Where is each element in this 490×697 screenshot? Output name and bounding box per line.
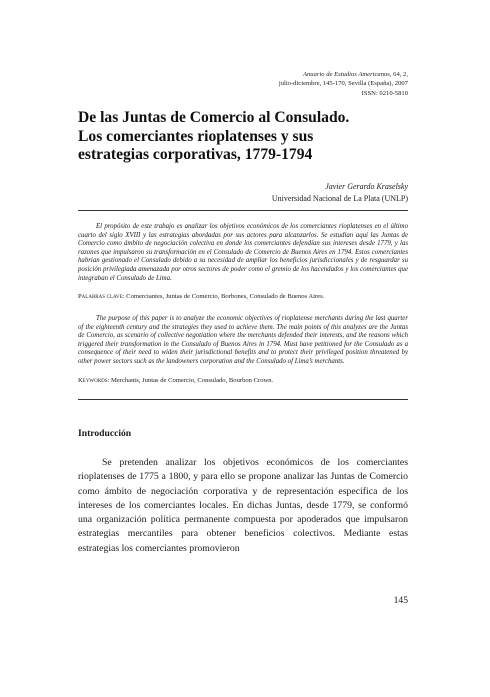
keywords-english-values: Merchants, Juntas de Comercio, Consulado, Bourbon Crown. — [110, 377, 274, 384]
keywords-english — [78, 377, 408, 386]
article-title-line-3: estrategias corporativas, 1779-1794 — [78, 146, 313, 164]
section-heading: Introducción — [78, 428, 132, 439]
top-divider — [78, 210, 408, 211]
keywords-english-label: Keywords — [78, 377, 108, 384]
journal-volume: , 64, 2, — [389, 71, 408, 78]
abstract-english — [78, 315, 408, 367]
article-title-line-2: Los comerciantes rioplatenses y sus — [78, 127, 314, 145]
bottom-divider — [78, 399, 408, 400]
article-title — [78, 109, 418, 165]
keywords-spanish-colon: : — [122, 293, 127, 300]
keywords-spanish-values: Comerciantes, Juntas de Comercio, Borbones, Consulado de Buenos Aires. — [126, 293, 325, 300]
author-affiliation: Universidad Nacional de La Plata (UNLP) — [271, 194, 408, 203]
journal-citation-line — [279, 70, 408, 79]
journal-dates: julio-diciembre, 145-170, Sevilla (España), 2007 — [278, 80, 408, 88]
body-text — [78, 456, 408, 556]
keywords-english-colon: : — [107, 377, 111, 384]
journal-issn: ISSN: 0210-5810 — [361, 89, 408, 97]
abstract-spanish-text: El propósito de este trabajo es analizar los objetivos económicos de los comerciantes rioplatenses en el último cuarto del siglo XVIII y las estrategias abordadas por sus actores para alcanzarlos. Se estudian aquí las Juntas de Comercio como ámbito de negociación colectiva en donde los comerciantes defendían sus intereses desde 1779, y las razones que impulsaron su transformación en el Consulado de Comercio de Buenos Aires en 1794. Estos comerciantes habrían gestionado el Consulado debido a su necesidad de ampliar los beneficios jurisdiccionales y de resguardar su posición privilegiada amenazada por otros sectores de poder como el gremio de los hacendados y los comerciantes que integraban el Consulado de Lima. — [78, 223, 408, 282]
author-name: Javier Gerardo Kraselsky — [325, 182, 408, 191]
abstract-spanish — [78, 223, 408, 283]
abstract-english-text: The purpose of this paper is to analyze the economic objectives of rioplatense merchants during the last quarter of the eighteenth century and the strategies they used to achieve them. The main points of this analyzes are the Juntas de Comercio, as scenario of collective negotiation where the merchants defended their interests, and the reasons which triggered their transformation in the Consulado of Buenos Aires in 1794. Must have petitioned for the Consulado as a consequence of their need to widen their jurisdictional benefits and to protect their privileged position threatened by other power sectors such as the landowners corporation and the Consulado of Lima’s merchants. — [78, 315, 408, 365]
page-number: 145 — [393, 595, 408, 606]
journal-header — [279, 70, 408, 98]
keywords-spanish-label: Palabras clave — [78, 293, 123, 300]
article-title-line-1: De las Juntas de Comercio al Consulado. — [78, 109, 350, 126]
journal-name: Anuario de Estudios Americanos — [302, 71, 390, 78]
author-block — [272, 181, 408, 205]
keywords-spanish — [78, 293, 408, 302]
body-paragraph: Se pretenden analizar los objetivos económicos de los comerciantes rioplatenses de 1775 a 1800, y para ello se propone analizar las Juntas de Comercio como ámbito de negociación corporativa y de representación específica de los intereses de los comerciantes locales. En dichas Juntas, desde 1779, se conformó una organización política permanente compuesta por apoderados que impulsaron estrategias mercantiles para obtener beneficios colectivos. Mediante estas estrategias los comerciantes promovieron — [78, 457, 408, 554]
